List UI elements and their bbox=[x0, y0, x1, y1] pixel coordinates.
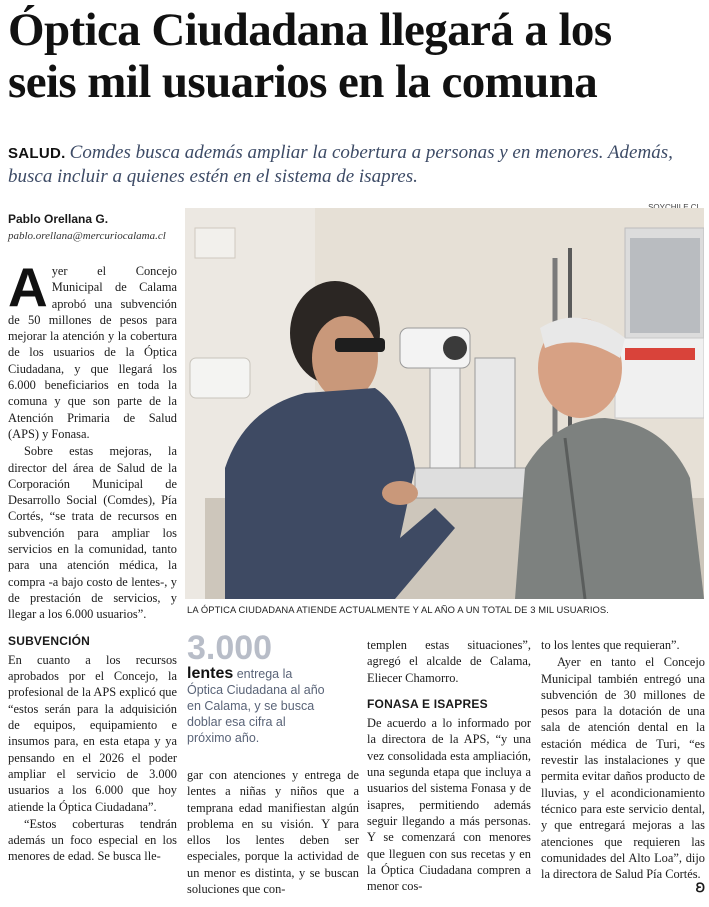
article-column-1 bbox=[8, 256, 177, 866]
subheadline-text: Comdes busca además ampliar la cobertura a personas y en menores. Además, busca incluir a quienes estén en el sistema de isapres. bbox=[8, 142, 673, 187]
paragraph-8: to los lentes que requieran”. bbox=[541, 638, 680, 652]
fact-label: lentes bbox=[187, 665, 234, 682]
fact-text bbox=[187, 666, 327, 746]
headline-line-1: Óptica Ciudadana llegará a los bbox=[8, 4, 612, 56]
article-column-3 bbox=[367, 637, 531, 895]
paragraph-9: Ayer en tanto el Concejo Municipal también entregó una subvención de 30 millones de pesos para la dotación de una sala de atención dental en la estación médica de Turi, “es revestir las instalaciones y que permita evitar daños producto de lluvias, y el acondicionamiento técnico para este servicio dental, y que entregará mejoras a las atenciones que requieren las comunidades del Alto Loa”, dijo la directora de Salud Pía Cortés. bbox=[541, 655, 705, 882]
fact-description: entrega la Óptica Ciudadana al año en Calama, y se busca doblar esa cifra al próximo año. bbox=[187, 667, 325, 745]
fact-number: 3.000 bbox=[187, 629, 273, 667]
end-mark-icon: Ꞝ bbox=[695, 880, 705, 896]
paragraph-6: templen estas situaciones”, agregó el alcalde de Calama, Eliecer Chamorro. bbox=[367, 638, 531, 685]
paragraph-4: “Estos coberturas tendrán además un foco especial en los menores de edad. Se busca lle- bbox=[8, 816, 177, 864]
article-photo bbox=[185, 208, 704, 599]
section-kicker: SALUD. bbox=[8, 145, 66, 162]
subheadline bbox=[8, 141, 703, 188]
paragraph-3: En cuanto a los recursos aprobados por el Concejo, la profesional de la APS explicó que “estos serán para la adquisición de equipos, equipamiento e insumos para, en esta etapa y ya pensando en el 2026 el poder ampliar el servicio de 3.000 usuarios a los 6.000 que hoy atiende la Óptica Ciudadana”. bbox=[8, 652, 177, 814]
section-heading-subvencion: SUBVENCIÓN bbox=[8, 633, 91, 648]
headline bbox=[8, 4, 703, 108]
paragraph-5: gar con atenciones y entrega de lentes a niñas y niños que a temprana edad manifiestan algún problema en su visión. Y para ellos los lentes deben ser especiales, porque la actividad de un menor es distinta, y se buscan soluciones que con- bbox=[187, 768, 359, 897]
article-column-4 bbox=[541, 637, 705, 896]
author-name: Pablo Orellana G. bbox=[8, 212, 109, 226]
article-column-2 bbox=[187, 767, 359, 898]
photo-caption: LA ÓPTICA CIUDADANA ATIENDE ACTUALMENTE Y AL AÑO A UN TOTAL DE 3 MIL USUARIOS. bbox=[187, 604, 609, 615]
optometry-exam-illustration bbox=[185, 208, 704, 599]
section-heading-fonasa: FONASA E ISAPRES bbox=[367, 696, 488, 711]
fact-box bbox=[187, 630, 327, 746]
paragraph-2: Sobre estas mejoras, la director del área de Salud de la Corporación Municipal de Desarrollo Social (Comdes), Pía Cortés, “se trata de recursos en subvención para ampliar los servicios en la comunidad, tanto para una atención médica, la compra -a bajo costo de lentes-, y de prestación de servicios, y llegar a los 6.000 usuarios”. bbox=[8, 444, 177, 622]
drop-cap: A bbox=[8, 256, 48, 318]
author-email: pablo.orellana@mercuriocalama.cl bbox=[8, 230, 166, 242]
paragraph-7: De acuerdo a lo informado por la directora de la APS, “y una vez consolidada esta ampliación, una segunda etapa que incluya a usuarios del sistema Fonasa y de isapres, permitiendo además seguir llegando a más personas. Y se comenzará con menores que lleguen con sus recetas y en la Óptica Ciudadana compren a menor cos- bbox=[367, 716, 531, 894]
headline-line-2: seis mil usuarios en la comuna bbox=[8, 56, 598, 108]
paragraph-1: yer el Concejo Municipal de Calama aprobó una subvención de 50 millones de pesos para mejorar la atención y la cobertura de los usuarios de la Óptica Ciudadana, y que llegará los 6.000 beneficiarios en toda la comuna y que son parte de la Atención Primaria de Salud (APS) y Fonasa. bbox=[8, 264, 177, 441]
